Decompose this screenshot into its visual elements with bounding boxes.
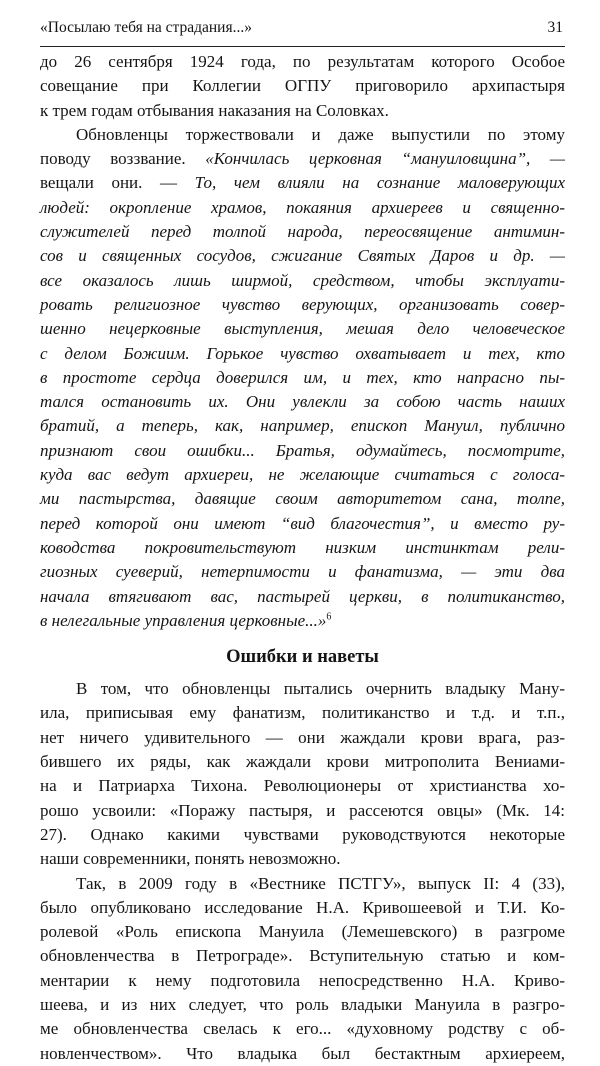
text-line	[40, 993, 565, 1017]
text-run: до 26 сентября 1924 года, по результатам которого Особое	[40, 52, 565, 71]
text-line	[40, 293, 565, 317]
text-line	[40, 560, 565, 584]
text-line	[40, 317, 565, 341]
text-run: было опубликовано исследование Н.А. Кривошеевой и Т.И. Ко-	[40, 897, 565, 917]
quoted-text: в простоте сердца доверился им, и тех, кто напрасно пы-	[40, 367, 565, 387]
quoted-text: ровать религиозное чувство верующих, организовать совер-	[40, 294, 565, 314]
quoted-text: начала втягивают вас, пастырей церкви, в политиканство,	[40, 586, 565, 606]
text-line	[40, 536, 565, 560]
text-line	[40, 847, 565, 871]
text-line	[40, 969, 565, 993]
text-run: к трем годам отбывания наказания на Соловках.	[40, 100, 389, 120]
text-line	[40, 701, 565, 725]
page-number: 31	[547, 19, 563, 36]
text-line	[40, 390, 565, 414]
text-line	[40, 677, 565, 701]
text-line	[40, 823, 565, 847]
text-run: Обновленцы торжествовали и даже выпустили по этому	[76, 124, 565, 144]
text-line	[40, 585, 565, 609]
text-line	[40, 342, 565, 366]
text-line	[40, 750, 565, 774]
text-run: на и Патриарха Тихона. Революционеры от христианства хо-	[40, 776, 565, 796]
text-run: новленчеством». Что владыка был бестактным архиереем,	[40, 1043, 565, 1063]
text-line	[40, 487, 565, 511]
text-line	[40, 123, 565, 147]
quoted-text: с делом Божиим. Горькое чувство охватывает и тех, кто	[40, 343, 565, 363]
text-run: поводу воззвание.	[40, 149, 206, 169]
text-line	[40, 269, 565, 293]
text-line	[40, 896, 565, 920]
text-run: Так, в 2009 году в «Вестнике ПСТГУ», выпуск II: 4 (33),	[76, 873, 565, 893]
text-line	[40, 99, 565, 123]
text-line	[40, 220, 565, 244]
quoted-text: братий, а теперь, как, например, епископ Мануил, публично	[40, 416, 565, 436]
quoted-text: ководства покровительствуют низким инстинктам рели-	[40, 537, 565, 557]
quoted-text: шенно нецерковные выступления, мешая дело человеческое	[40, 319, 565, 339]
text-run: рошо усвоили: «Поражу пастыря, и рассеются овцы» (Мк. 14:	[40, 800, 565, 820]
text-run: ментарии к нему подготовила непосредственно Н.А. Криво-	[40, 970, 565, 990]
text-line	[40, 1017, 565, 1041]
running-head	[40, 17, 565, 39]
text-run: вещали они. —	[40, 173, 195, 193]
quoted-text: сов и священных сосудов, сжигание Святых Даров и др. —	[40, 246, 565, 266]
text-line	[40, 414, 565, 438]
quoted-text: «Кончилась церковная “мануиловщина”, —	[205, 149, 565, 169]
text-before-heading	[40, 50, 565, 633]
text-run: нет ничего удивительного — они жаждали крови врага, раз-	[40, 727, 565, 747]
footnote-marker[interactable]: 6	[326, 611, 332, 623]
text-run: ила, приписывая ему фанатизм, политиканство и т.д. и т.п.,	[40, 703, 565, 723]
text-line	[40, 463, 565, 487]
paragraph	[40, 123, 565, 633]
header-rule	[40, 46, 565, 47]
text-run: совещание при Коллегии ОГПУ приговорило архипастыря	[40, 76, 565, 96]
text-run: ме обновленчества свелась к его... «духовному родству с об-	[40, 1019, 565, 1039]
text-line	[40, 774, 565, 798]
text-line	[40, 726, 565, 750]
text-run: 27). Однако какими чувствами руководствуются некоторые	[40, 824, 565, 844]
quoted-text: То, чем влияли на сознание маловерующих	[194, 173, 565, 193]
paragraph	[40, 872, 565, 1066]
text-run: ролевой «Роль епископа Мануила (Лемешевского) в разгроме	[40, 922, 565, 942]
text-line	[40, 244, 565, 268]
text-line	[40, 50, 565, 74]
text-run: В том, что обновленцы пытались очернить владыку Ману-	[76, 679, 565, 699]
text-line	[40, 147, 565, 171]
section-heading: Ошибки и наветы	[226, 647, 379, 668]
text-line	[40, 512, 565, 536]
page-body	[40, 50, 565, 1066]
text-line	[40, 439, 565, 463]
text-line	[40, 171, 565, 195]
text-line	[40, 799, 565, 823]
text-line	[40, 196, 565, 220]
quoted-text: в нелегальные управления церковные...»	[40, 610, 327, 630]
quoted-text: перед которой они имеют “вид благочестия”, и вместо ру-	[40, 513, 565, 533]
text-line	[40, 944, 565, 968]
paragraph	[40, 50, 565, 123]
text-run: наши современники, понять невозможно.	[40, 849, 341, 869]
text-line	[40, 1042, 565, 1066]
text-line	[40, 609, 565, 633]
text-run: бившего их ряды, как жаждали крови митрополита Вениами-	[40, 752, 565, 772]
text-run: шеева, и из них следует, что роль владыки Мануила в разгро-	[40, 994, 565, 1014]
text-line	[40, 872, 565, 896]
running-head-title: «Посылаю тебя на страдания...»	[40, 19, 252, 36]
quoted-text: признают свои ошибки... Братья, одумайтесь, посмотрите,	[40, 440, 565, 460]
quoted-text: гиозных суеверий, нетерпимости и фанатизма, — эти два	[40, 562, 565, 582]
quoted-text: все оказалось лишь ширмой, средством, чтобы эксплуати-	[40, 270, 565, 290]
quoted-text: людей: окропление храмов, покаяния архиереев и священно-	[40, 197, 565, 217]
text-after-heading	[40, 677, 565, 1066]
text-line	[40, 920, 565, 944]
quoted-text: ми пастырства, давящие своим авторитетом сана, толпе,	[40, 489, 565, 509]
text-run: обновленчества в Петрограде». Вступительную статью и ком-	[40, 946, 565, 966]
text-line	[40, 74, 565, 98]
quoted-text: куда вас ведут архиереи, не желающие считаться с голоса-	[40, 465, 565, 485]
text-line	[40, 366, 565, 390]
quoted-text: тался остановить их. Они увлекли за собою часть наших	[40, 392, 565, 412]
paragraph	[40, 677, 565, 871]
quoted-text: служителей перед толпой народа, переосвящение антимин-	[40, 222, 565, 242]
